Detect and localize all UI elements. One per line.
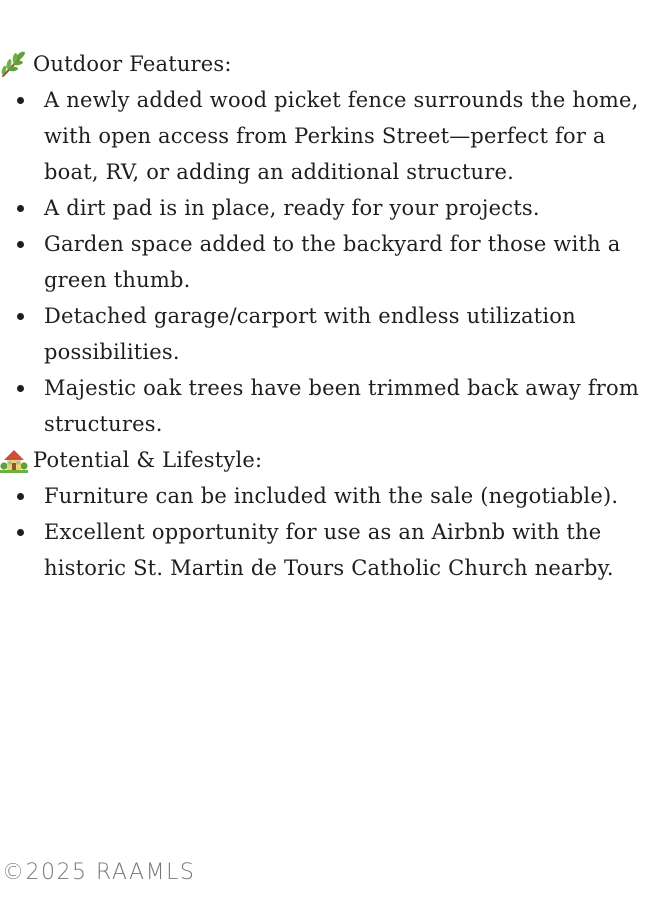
list-item-text: Furniture can be included with the sale (negotiable).: [44, 484, 619, 508]
list-item-text: A newly added wood picket fence surrounds the home, with open access from Perkins Street—perfect for a boat, RV, or adding an additional structure.: [44, 88, 639, 184]
section-heading-label: Outdoor Features:: [33, 52, 232, 76]
list-item: [0, 370, 650, 442]
listing-description: [0, 46, 650, 586]
outdoor-features-list: [0, 82, 650, 442]
list-item-text: A dirt pad is in place, ready for your projects.: [44, 196, 540, 220]
bullet-icon: [17, 241, 24, 248]
potential-lifestyle-list: [0, 478, 650, 586]
list-item-text: Majestic oak trees have been trimmed back away from structures.: [44, 376, 640, 436]
bullet-icon: [17, 313, 24, 320]
section-heading-outdoor-features: [0, 46, 650, 82]
list-item: [0, 478, 650, 514]
house-with-garden-icon: [0, 446, 28, 474]
bullet-icon: [17, 493, 24, 500]
list-item: [0, 82, 650, 190]
copyright-watermark: ©2025 RAAMLS: [2, 860, 196, 885]
list-item: [0, 514, 650, 586]
herb-icon: [0, 50, 28, 78]
list-item: [0, 298, 650, 370]
list-item: [0, 190, 650, 226]
bullet-icon: [17, 205, 24, 212]
list-item-text: Detached garage/carport with endless utilization possibilities.: [44, 304, 576, 364]
section-heading-potential-lifestyle: [0, 442, 650, 478]
list-item-text: Excellent opportunity for use as an Airbnb with the historic St. Martin de Tours Catholic Church nearby.: [44, 520, 614, 580]
list-item: [0, 226, 650, 298]
bullet-icon: [17, 385, 24, 392]
list-item-text: Garden space added to the backyard for those with a green thumb.: [44, 232, 621, 292]
bullet-icon: [17, 529, 24, 536]
section-heading-label: Potential & Lifestyle:: [33, 448, 263, 472]
bullet-icon: [17, 97, 24, 104]
